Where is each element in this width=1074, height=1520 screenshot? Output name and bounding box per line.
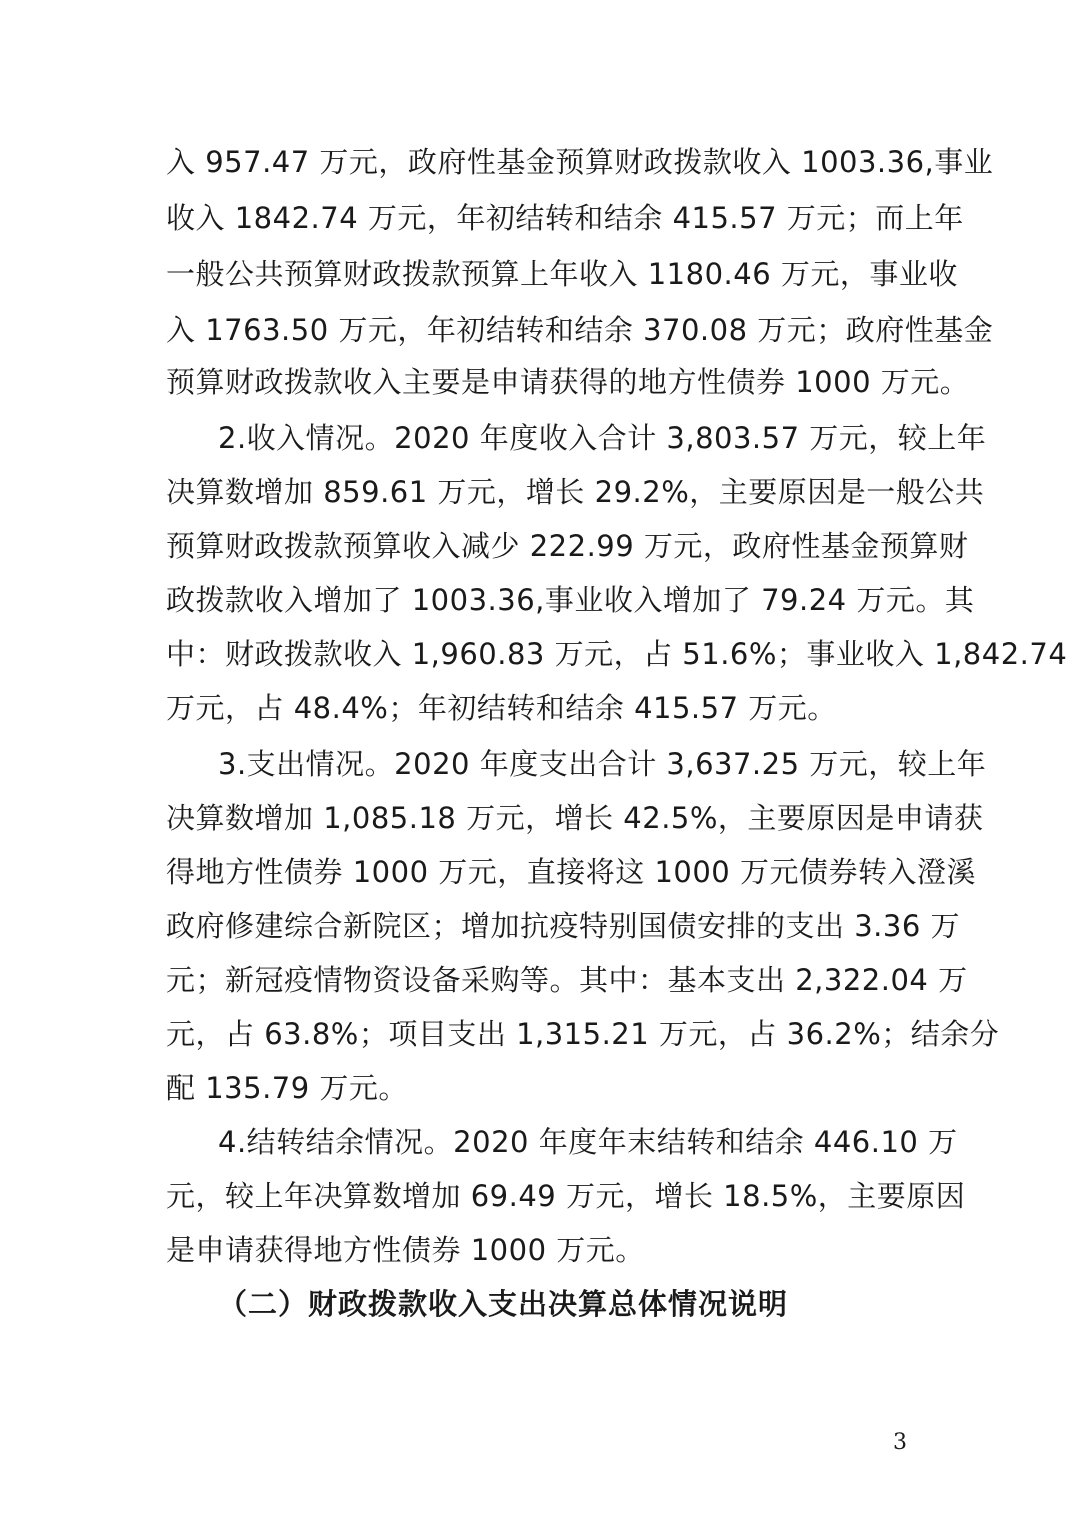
body-text-line: 元，占 63.8%；项目支出 1,315.21 万元，占 36.2%；结余分	[166, 1017, 1000, 1051]
body-text-line: 元；新冠疫情物资设备采购等。其中：基本支出 2,322.04 万	[166, 963, 968, 997]
body-text-line: 2.收入情况。2020 年度收入合计 3,803.57 万元，较上年	[218, 421, 987, 455]
body-text-line: 政拨款收入增加了 1003.36,事业收入增加了 79.24 万元。其	[166, 583, 975, 617]
body-text-line: 元，较上年决算数增加 69.49 万元，增长 18.5%，主要原因	[166, 1179, 966, 1213]
body-text-line: 一般公共预算财政拨款预算上年收入 1180.46 万元，事业收	[166, 257, 958, 291]
body-text-line: 得地方性债券 1000 万元，直接将这 1000 万元债券转入澄溪	[166, 855, 976, 889]
body-text-line: 配 135.79 万元。	[166, 1071, 408, 1105]
body-text-line: 收入 1842.74 万元，年初结转和结余 415.57 万元；而上年	[166, 201, 964, 235]
body-text-line: 预算财政拨款收入主要是申请获得的地方性债券 1000 万元。	[166, 365, 970, 399]
body-text-line: 决算数增加 1,085.18 万元，增长 42.5%，主要原因是申请获	[166, 801, 984, 835]
body-text-line: 4.结转结余情况。2020 年度年末结转和结余 446.10 万	[218, 1125, 958, 1159]
body-text-line: 入 1763.50 万元，年初结转和结余 370.08 万元；政府性基金	[166, 313, 994, 347]
body-text-line: 3.支出情况。2020 年度支出合计 3,637.25 万元，较上年	[218, 747, 987, 781]
body-text-line: 是申请获得地方性债券 1000 万元。	[166, 1233, 645, 1267]
body-text-line: 中：财政拨款收入 1,960.83 万元，占 51.6%；事业收入 1,842.74	[166, 637, 1068, 671]
page-number: 3	[893, 1430, 907, 1455]
section-heading: （二）财政拨款收入支出决算总体情况说明	[218, 1287, 789, 1321]
body-text-line: 决算数增加 859.61 万元，增长 29.2%，主要原因是一般公共	[166, 475, 985, 509]
body-text-line: 政府修建综合新院区；增加抗疫特别国债安排的支出 3.36 万	[166, 909, 961, 943]
body-text-line: 入 957.47 万元，政府性基金预算财政拨款收入 1003.36,事业	[166, 145, 994, 179]
body-text-line: 万元，占 48.4%；年初结转和结余 415.57 万元。	[166, 691, 837, 725]
body-text-line: 预算财政拨款预算收入减少 222.99 万元，政府性基金预算财	[166, 529, 969, 563]
